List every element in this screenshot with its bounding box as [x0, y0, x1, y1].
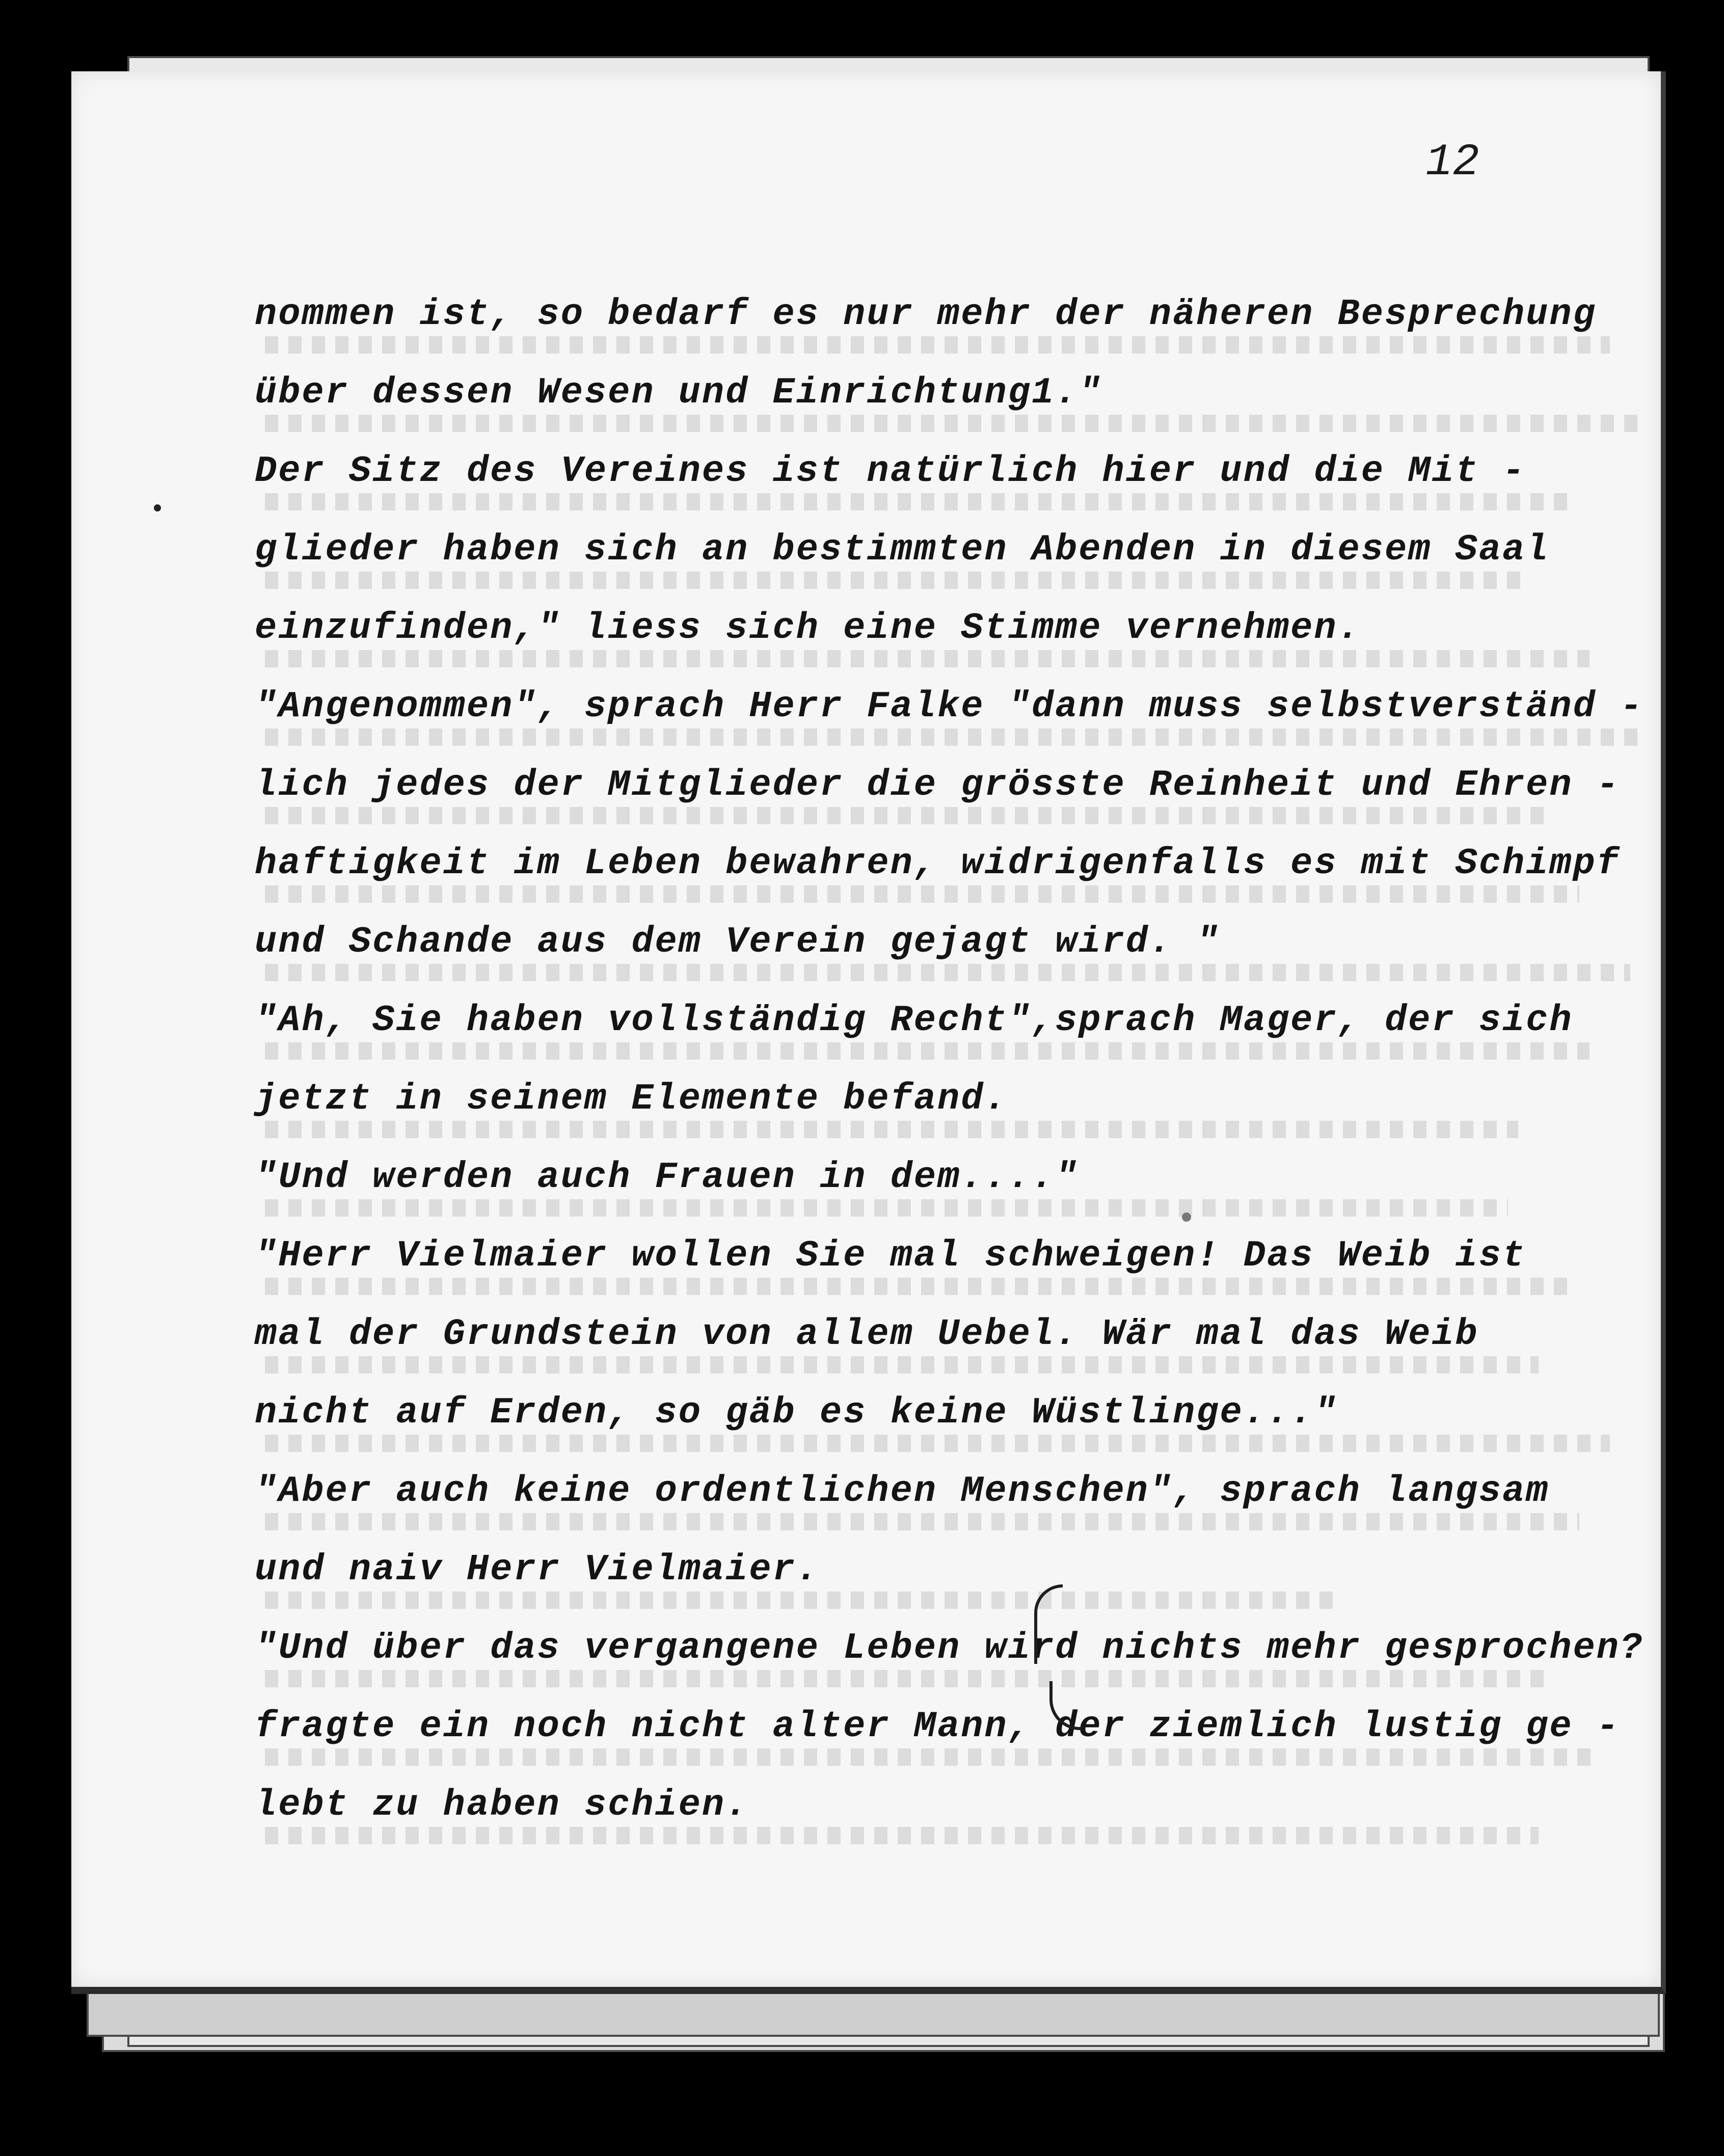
- page-number: 12: [1425, 138, 1479, 188]
- text-line: "Aber auch keine ordentlichen Menschen", sprach langsam: [255, 1470, 1550, 1512]
- text-line: lich jedes der Mitglieder die grösste Reinheit und Ehren -: [255, 764, 1621, 806]
- text-line: "Herr Vielmaier wollen Sie mal schweigen! Das Weib ist: [255, 1235, 1526, 1277]
- text-line: über dessen Wesen und Einrichtung1.": [255, 372, 1102, 414]
- text-line: haftigkeit im Leben bewahren, widrigenfalls es mit Schimpf: [255, 843, 1621, 884]
- stray-dot-mark: [1182, 1212, 1191, 1222]
- typed-text-body: [255, 275, 1671, 1844]
- text-line: "Ah, Sie haben vollständig Recht",sprach Mager, der sich: [255, 1000, 1573, 1041]
- text-line: "Und über das vergangene Leben wird nichts mehr gesprochen?: [255, 1627, 1644, 1669]
- text-line: Der Sitz des Vereines ist natürlich hier und die Mit -: [255, 450, 1526, 492]
- text-line: "Und werden auch Frauen in dem....": [255, 1156, 1079, 1198]
- text-line: nicht auf Erden, so gäb es keine Wüstlinge...": [255, 1392, 1338, 1434]
- text-line: lebt zu haben schien.: [255, 1784, 749, 1826]
- text-line: mal der Grundstein von allem Uebel. Wär mal das Weib: [255, 1313, 1479, 1355]
- text-line: "Angenommen", sprach Herr Falke "dann muss selbstverständ -: [255, 686, 1644, 727]
- text-line: und naiv Herr Vielmaier.: [255, 1549, 820, 1591]
- text-line: jetzt in seinem Elemente befand.: [255, 1078, 1008, 1120]
- text-line: glieder haben sich an bestimmten Abenden in diesem Saal: [255, 529, 1550, 571]
- text-line: einzufinden," liess sich eine Stimme vernehmen.: [255, 607, 1361, 649]
- text-line: fragte ein noch nicht alter Mann, der ziemlich lustig ge -: [255, 1706, 1621, 1747]
- stray-dot-mark: [154, 504, 161, 511]
- text-line: und Schande aus dem Verein gejagt wird. ": [255, 921, 1220, 963]
- text-line: nommen ist, so bedarf es nur mehr der näheren Besprechung: [255, 293, 1597, 335]
